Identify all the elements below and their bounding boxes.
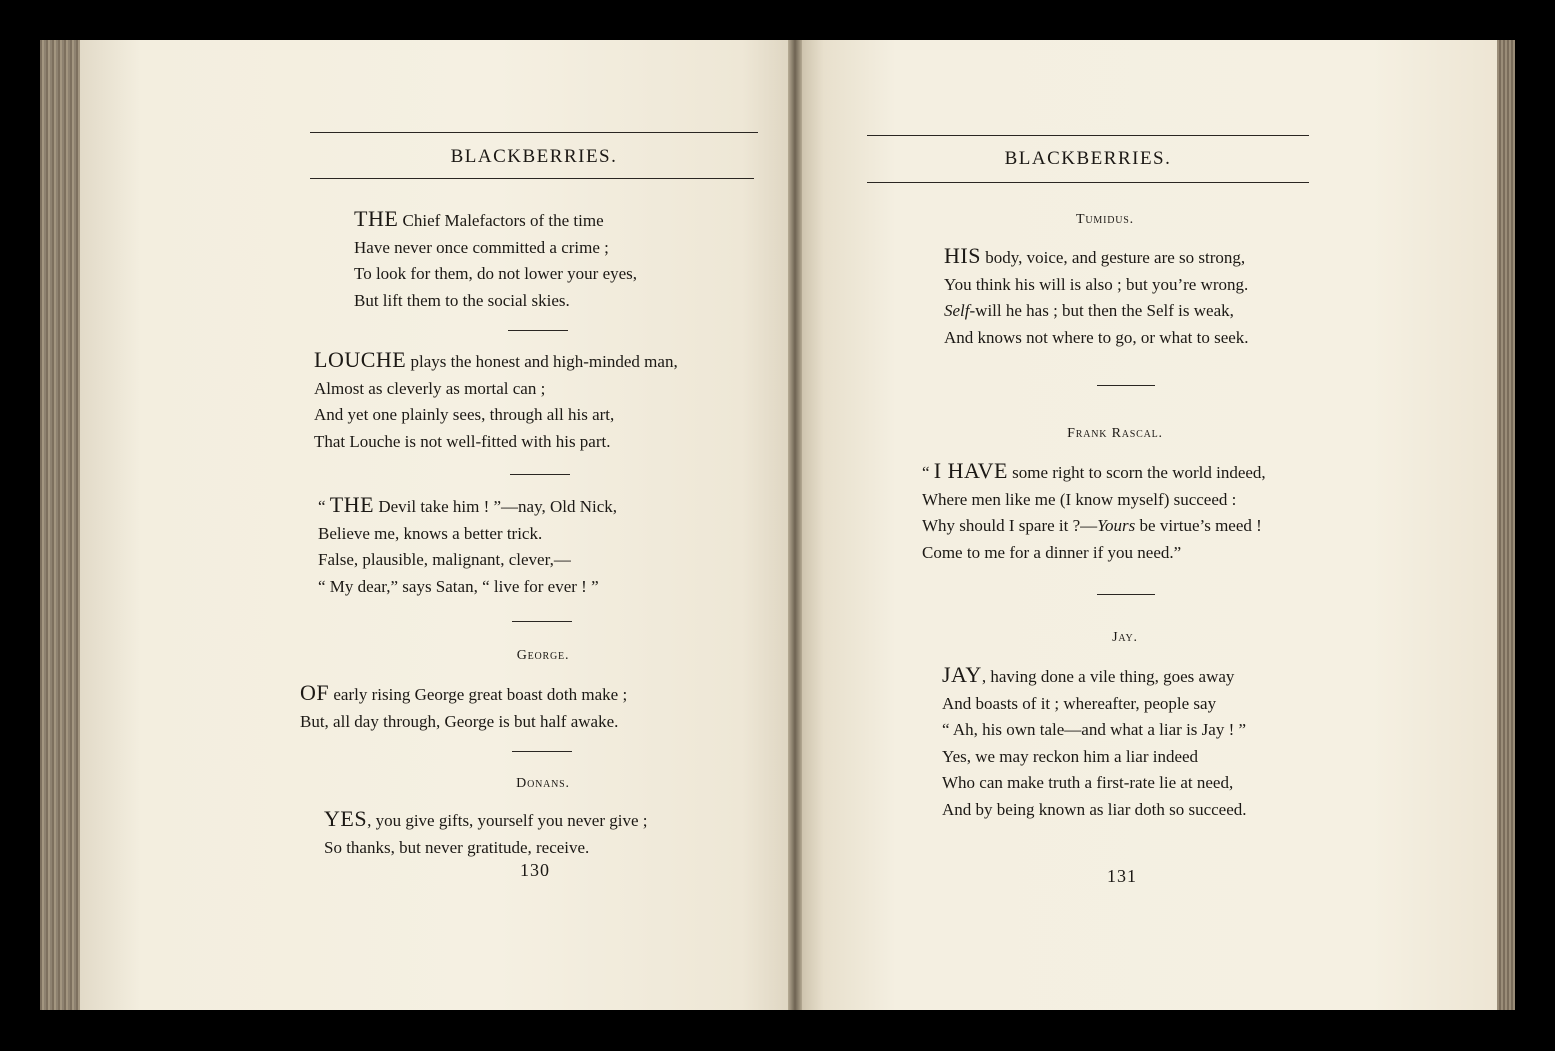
poem-line: Where men like me (I know myself) succeed : <box>922 489 1237 509</box>
open-book <box>40 40 1515 1010</box>
poem-line: To look for them, do not lower your eyes, <box>354 264 638 283</box>
poem-line: That Louche is not well-fitted with his part. <box>314 431 611 451</box>
poem-line: Who can make truth a first-rate lie at need, <box>942 773 1234 792</box>
poem-line: And yet one plainly sees, through all his art, <box>314 405 615 424</box>
poem-title-george: George. <box>516 648 570 663</box>
poem-line: Self-will he has ; but then the Self is weak, <box>944 301 1234 320</box>
poem-line: LOUCHE plays the honest and high-minded man, <box>314 347 678 372</box>
poem-line: THE Chief Malefactors of the time <box>354 206 604 231</box>
poem-line: Yes, we may reckon him a liar indeed <box>942 746 1199 766</box>
poem-donans <box>324 806 648 861</box>
poem-line: OF early rising George great boast doth make ; <box>300 680 628 705</box>
header-rule-top <box>867 135 1309 136</box>
header-rule-bottom <box>310 178 754 179</box>
poem-line: JAY, having done a vile thing, goes away <box>942 662 1235 687</box>
poem-line: And by being known as liar doth so succeed. <box>942 799 1247 819</box>
poem-frank-rascal <box>922 458 1266 566</box>
separator <box>1097 385 1155 386</box>
poem-line: YES, you give gifts, yourself you never give ; <box>324 806 648 831</box>
page-edges-right <box>1497 40 1515 1010</box>
separator <box>508 330 568 331</box>
poem-title-tumidus: Tumidus. <box>1076 212 1134 227</box>
poem-tumidus <box>944 243 1249 351</box>
left-page <box>80 40 832 1010</box>
running-head: BLACKBERRIES. <box>1004 148 1172 169</box>
separator <box>512 751 572 752</box>
poem-line: “ I HAVE some right to scorn the world indeed, <box>922 458 1266 483</box>
separator <box>510 474 570 475</box>
poem-line: HIS body, voice, and gesture are so strong, <box>944 243 1246 268</box>
poem-line: But, all day through, George is but half awake. <box>300 711 619 731</box>
poem-line: And knows not where to go, or what to seek. <box>944 327 1249 347</box>
poem-line: Believe me, knows a better trick. <box>318 523 543 543</box>
poem-line: And boasts of it ; whereafter, people say <box>942 693 1217 713</box>
poem-devil <box>318 492 617 600</box>
poem-line: So thanks, but never gratitude, receive. <box>324 837 590 857</box>
header-rule-top <box>310 132 758 133</box>
poem-george <box>300 680 627 735</box>
right-page <box>795 40 1515 1010</box>
page-edges-left <box>40 40 80 1010</box>
poem-title-donans: Donans. <box>516 776 570 791</box>
poem-line: Almost as cleverly as mortal can ; <box>314 378 546 398</box>
poem-line: But lift them to the social skies. <box>354 290 570 310</box>
poem-malefactors <box>354 206 637 314</box>
header-rule-bottom <box>867 182 1309 183</box>
poem-line: Come to me for a dinner if you need.” <box>922 542 1182 562</box>
poem-line: “ Ah, his own tale—and what a liar is Jay ! ” <box>942 720 1247 739</box>
poem-line: Why should I spare it ?—Yours be virtue’s meed ! <box>922 516 1262 535</box>
poem-title-frank-rascal: Frank Rascal. <box>1067 426 1163 441</box>
poem-louche <box>314 347 678 455</box>
poem-line: “ My dear,” says Satan, “ live for ever ! ” <box>318 576 599 596</box>
poem-line: “ THE Devil take him ! ”—nay, Old Nick, <box>318 492 618 517</box>
page-number: 131 <box>1107 866 1137 886</box>
poem-line: Have never once committed a crime ; <box>354 237 609 257</box>
page-number: 130 <box>520 860 550 880</box>
poem-line: You think his will is also ; but you’re wrong. <box>944 274 1249 294</box>
poem-line: False, plausible, malignant, clever,— <box>318 550 571 569</box>
poem-title-jay: Jay. <box>1112 630 1138 645</box>
running-head: BLACKBERRIES. <box>450 146 618 167</box>
separator <box>512 621 572 622</box>
poem-jay <box>942 662 1247 823</box>
separator <box>1097 594 1155 595</box>
book-gutter <box>788 40 802 1010</box>
